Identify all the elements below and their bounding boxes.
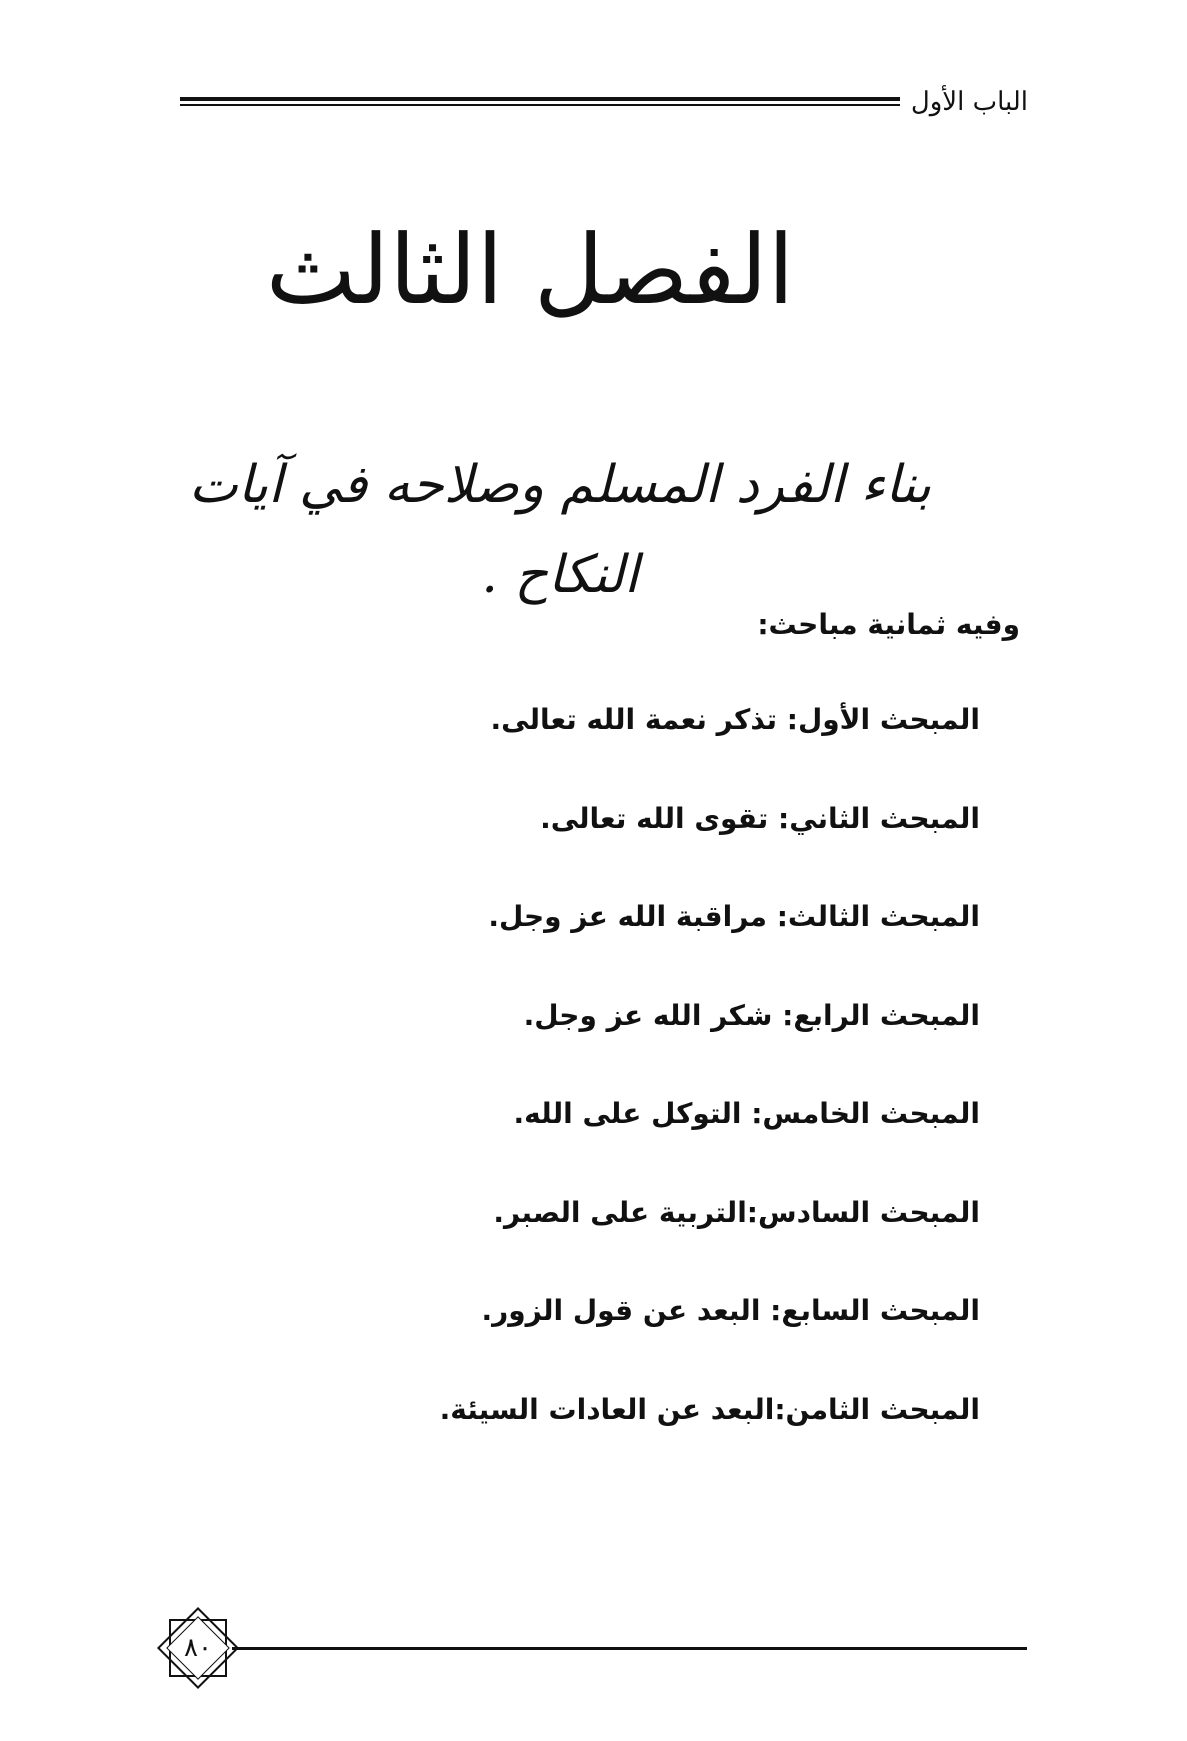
section-item-7: المبحث السابع: البعد عن قول الزور. — [481, 1294, 980, 1327]
section-item-6: المبحث السادس:التربية على الصبر. — [493, 1195, 980, 1229]
header-double-rule — [180, 97, 900, 109]
section-item-8: المبحث الثامن:البعد عن العادات السيئة. — [439, 1392, 980, 1426]
header-rule-thin — [180, 104, 900, 106]
section-item-4: المبحث الرابع: شكر الله عز وجل. — [523, 998, 980, 1032]
section-item-2: المبحث الثاني: تقوى الله تعالى. — [540, 801, 980, 835]
chapter-subtitle: بناء الفرد المسلم وصلاحه في آيات النكاح . — [188, 455, 932, 605]
chapter-title: الفصل الثالث — [265, 214, 795, 326]
sections-intro: وفيه ثمانية مباحث: — [757, 608, 1020, 641]
section-item-5: المبحث الخامس: التوكل على الله. — [513, 1097, 980, 1130]
header-rule-thick — [180, 97, 900, 101]
running-head: الباب الأول — [910, 87, 1028, 117]
section-item-1: المبحث الأول: تذكر نعمة الله تعالى. — [490, 703, 980, 736]
section-item-3: المبحث الثالث: مراقبة الله عز وجل. — [488, 900, 980, 933]
footer-rule — [232, 1647, 1027, 1650]
sections-list — [380, 695, 980, 1455]
page-number: ٨٠ — [184, 1633, 212, 1663]
